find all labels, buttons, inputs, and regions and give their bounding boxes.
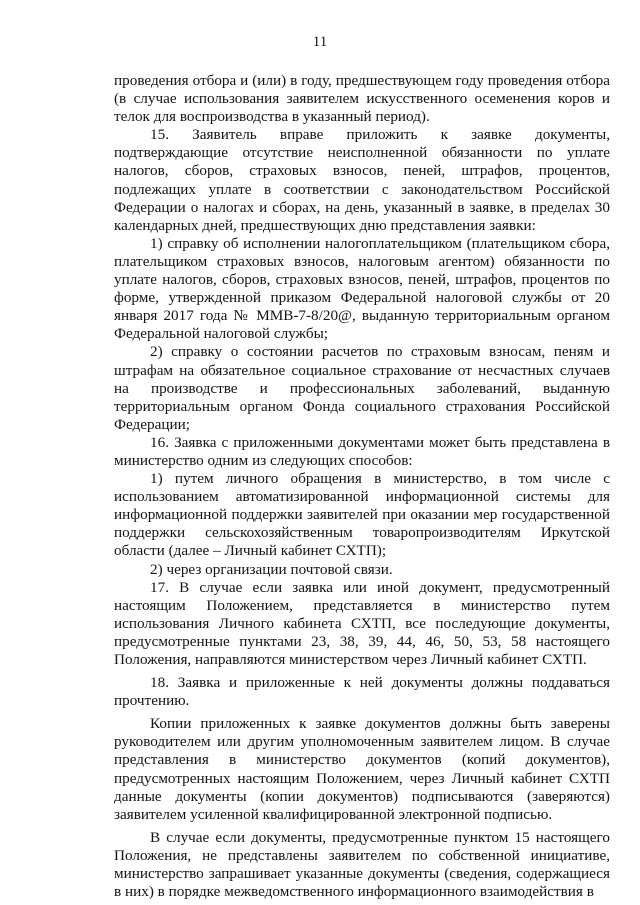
paragraph: 16. Заявка с приложенными документами может быть представлена в министерство одним из следующих способов: <box>114 433 610 469</box>
document-body <box>114 72 610 901</box>
paragraph: 17. В случае если заявка или иной документ, предусмотренный настоящим Положением, представляется в министерство путем использования Личного кабинета СХТП, все последующие документы, предусмотренные пунктами 23, 38, 39, 44, 46, 50, 53, 58 настоящего Положения, направляются министерством через Личный кабинет СХТП. <box>114 578 610 668</box>
page-number: 11 <box>312 34 328 50</box>
paragraph: В случае если документы, предусмотренные пунктом 15 настоящего Положения, не представлены заявителем по собственной инициативе, министерство запрашивает указанные документы (сведения, содержащиеся в них) в порядке межведомственного информационного взаимодействия в <box>114 828 610 901</box>
paragraph: 15. Заявитель вправе приложить к заявке документы, подтверждающие отсутствие неисполненной обязанности по уплате налогов, сборов, страховых взносов, пеней, штрафов, процентов, подлежащих уплате в соответствии с законодательством Российской Федерации о налогах и сборах, на день, указанный в заявке, в пределах 30 календарных дней, предшествующих дню представления заявки: <box>114 126 610 234</box>
paragraph: Копии приложенных к заявке документов должны быть заверены руководителем или другим уполномоченным заявителем лицом. В случае представления в министерство документов (копий документов), предусмотренных настоящим Положением, через Личный кабинет СХТП данные документы (копии документов) подписываются (заверяются) заявителем усиленной квалифицированной электронной подписью. <box>114 715 610 823</box>
list-item: 1) справку об исполнении налогоплательщиком (плательщиком сбора, плательщиком страховых взносов, налоговым агентом) обязанности по уплате налогов, сборов, страховых взносов, пеней, штрафов, процентов по форме, утвержденной приказом Федеральной налоговой службы от 20 января 2017 года № ММВ-7-8/20@, выданную территориальным органом Федеральной налоговой службы; <box>114 234 610 343</box>
paragraph: проведения отбора и (или) в году, предшествующем году проведения отбора (в случае использования заявителем искусственного осеменения коров и телок для воспроизводства в указанный период). <box>114 72 610 126</box>
list-item: 2) справку о состоянии расчетов по страховым взносам, пеням и штрафам на обязательное социальное страхование от несчастных случаев на производстве и профессиональных заболеваний, выданную территориальным органом Фонда социального страхования Российской Федерации; <box>114 343 610 433</box>
list-item: 1) путем личного обращения в министерство, в том числе с использованием автоматизированной информационной системы для информационной поддержки заявителей при оказании мер государственной поддержки сельскохозяйственным товаропроизводителям Иркутской области (далее – Личный кабинет СХТП); <box>114 470 610 560</box>
list-item: 2) через организации почтовой связи. <box>150 560 393 578</box>
paragraph: 18. Заявка и приложенные к ней документы должны поддаваться прочтению. <box>114 674 610 710</box>
